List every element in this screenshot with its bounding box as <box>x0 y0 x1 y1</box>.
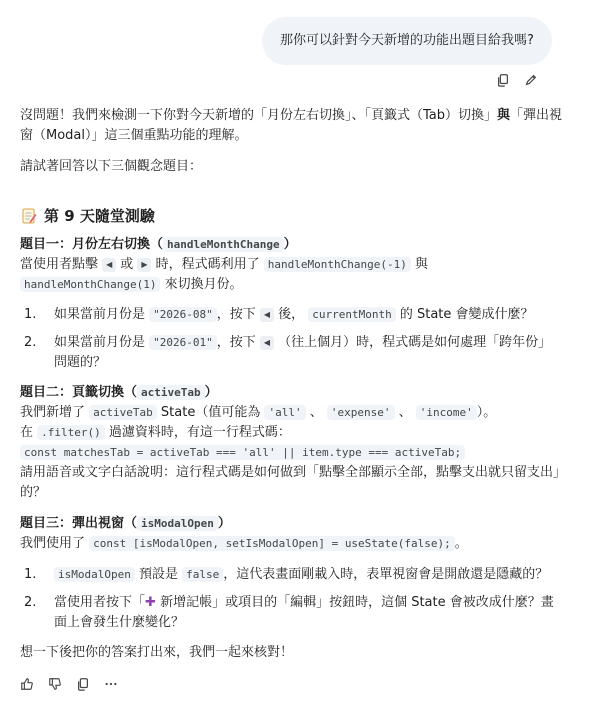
q1-item1-b: ，按下 <box>216 307 256 322</box>
q2-title-text: 題目二：頁籤切換（ <box>20 385 138 400</box>
q1-title-end: ） <box>283 237 297 252</box>
answer-intro <box>20 106 580 146</box>
q2-value-income: 'income' <box>416 405 477 420</box>
memo-icon <box>20 207 38 225</box>
intro-text: 沒問題！我們來檢測一下你對今天新增的「月份左右切換」、「頁籤式（Tab）切換」 <box>20 108 498 123</box>
q1-desc-b: 時，程式碼利用了 <box>155 257 260 272</box>
q1-desc-c: 與 <box>414 257 428 272</box>
q1-desc <box>20 255 580 295</box>
q3-title <box>20 514 580 534</box>
q3-item2-c: 面上會發生什麼變化？ <box>54 615 185 630</box>
q3-item2-b: 新增記帳」或項目的「編輯」按鈕時，這個 State 會被改成什麼？畫 <box>160 595 554 610</box>
q2-title-code: activeTab <box>137 385 205 400</box>
q1-item1-c: 後， <box>278 307 305 322</box>
quiz-title <box>20 206 580 226</box>
next-arrow-icon: ▶ <box>137 258 151 272</box>
q1-item2-b: ，按下 <box>216 335 256 350</box>
q1-title-code: handleMonthChange <box>163 237 284 252</box>
list-item <box>20 305 580 325</box>
q3-title-code: isModalOpen <box>137 516 218 531</box>
q3-item1-code2: false <box>182 567 223 582</box>
q1-item1-a: 如果當前月份是 <box>54 307 146 322</box>
edit-icon[interactable] <box>524 73 538 87</box>
q2-l1-b: State（值可能為 <box>160 405 261 420</box>
q1-item2-code1: "2026-01" <box>149 335 217 350</box>
q2-l2-code: .filter() <box>37 425 105 440</box>
separator: 、 <box>398 405 412 420</box>
list-number: 2. <box>24 335 37 350</box>
q1-desc-a: 當使用者點擊 <box>20 257 99 272</box>
q3-l1-a: 我們使用了 <box>20 536 86 551</box>
user-message-bubble <box>262 17 552 65</box>
q1-item2-d: 問題的？ <box>54 355 107 370</box>
copy-icon[interactable] <box>496 73 510 87</box>
list-number: 2. <box>24 595 37 610</box>
list-item <box>20 593 580 633</box>
q1-title <box>20 235 580 255</box>
q2-l2-b: 過濾資料時，有這一行程式碼： <box>108 425 291 440</box>
intro-text-b: 「彈出視 <box>510 108 563 123</box>
prev-arrow-icon: ◀ <box>260 308 274 322</box>
q2-code-line <box>20 443 580 463</box>
q1-or: 或 <box>120 257 134 272</box>
q2-line4 <box>20 463 580 503</box>
q1-desc-code2: handleMonthChange(1) <box>20 277 160 292</box>
q2-title-end: ） <box>204 385 218 400</box>
q3-l1-b: 。 <box>454 536 468 551</box>
list-number: 1. <box>24 307 37 322</box>
answer-outro: 想一下後把你的答案打出來，我們一起來核對！ <box>20 645 294 660</box>
q2-title <box>20 383 580 403</box>
q2-l4: 請用語音或文字白話說明：這行程式碼是如何做到「點擊全部顯示全部，點擊支出就只留支出」 <box>20 465 567 480</box>
quiz-title-text: 第 9 天隨堂測驗 <box>44 207 155 225</box>
prev-arrow-icon: ◀ <box>260 336 274 350</box>
q1-item1-d: 的 State 會變成什麼？ <box>399 307 534 322</box>
prev-arrow-icon: ◀ <box>102 258 116 272</box>
user-message-actions <box>496 73 538 87</box>
q2-l5: 的？ <box>20 485 47 500</box>
list-item <box>20 565 580 585</box>
q2-l1-c: ）。 <box>476 405 497 420</box>
q3-item1-b: ，這代表畫面剛載入時，表單視窗會是開啟還是隱藏的？ <box>223 567 549 582</box>
q2-l1-code: activeTab <box>89 405 157 420</box>
separator: 、 <box>309 405 323 420</box>
plus-icon: ✚ <box>145 595 156 610</box>
q2-line2 <box>20 423 580 443</box>
q1-title-text: 題目一：月份左右切換（ <box>20 237 164 252</box>
q1-item1-code2: currentMonth <box>308 307 395 322</box>
thumbs-up-icon[interactable] <box>20 677 34 691</box>
q2-code-snippet: const matchesTab = activeTab === 'all' || item.type === activeTab; <box>20 445 465 460</box>
more-icon[interactable] <box>104 677 118 691</box>
q2-value-all: 'all' <box>264 405 305 420</box>
intro-and: 與 <box>497 108 511 123</box>
q1-desc-code1: handleMonthChange(-1) <box>264 257 411 272</box>
q1-item2-a: 如果當前月份是 <box>54 335 146 350</box>
intro-text-c: 窗（Modal）」這三個重點功能的理解。 <box>20 128 248 143</box>
user-message-text: 那你可以針對今天新增的功能出題目給我嗎? <box>280 33 534 48</box>
q3-title-text: 題目三：彈出視窗（ <box>20 516 138 531</box>
q1-item2-c: （往上個月）時，程式碼是如何處理「跨年份」 <box>278 335 552 350</box>
q2-value-expense: 'expense' <box>327 405 395 420</box>
q3-title-end: ） <box>217 516 231 531</box>
q3-item1-a: 預設是 <box>139 567 179 582</box>
answer-ask: 請試著回答以下三個觀念題目： <box>20 159 203 174</box>
q3-item1-code1: isModalOpen <box>54 567 135 582</box>
q2-line1 <box>20 403 580 423</box>
answer-actions <box>20 677 118 691</box>
thumbs-down-icon[interactable] <box>48 677 62 691</box>
q2-l1-a: 我們新增了 <box>20 405 86 420</box>
list-number: 1. <box>24 567 37 582</box>
q3-line1 <box>20 534 580 554</box>
list-item <box>20 333 580 373</box>
q3-item2-a: 當使用者按下「 <box>54 595 146 610</box>
copy-icon[interactable] <box>76 677 90 691</box>
q3-l1-code: const [isModalOpen, setIsModalOpen] = useState(false); <box>89 536 455 551</box>
q1-desc-d: 來切換月份。 <box>164 277 243 292</box>
q1-item1-code1: "2026-08" <box>149 307 217 322</box>
q2-l2-a: 在 <box>20 425 34 440</box>
